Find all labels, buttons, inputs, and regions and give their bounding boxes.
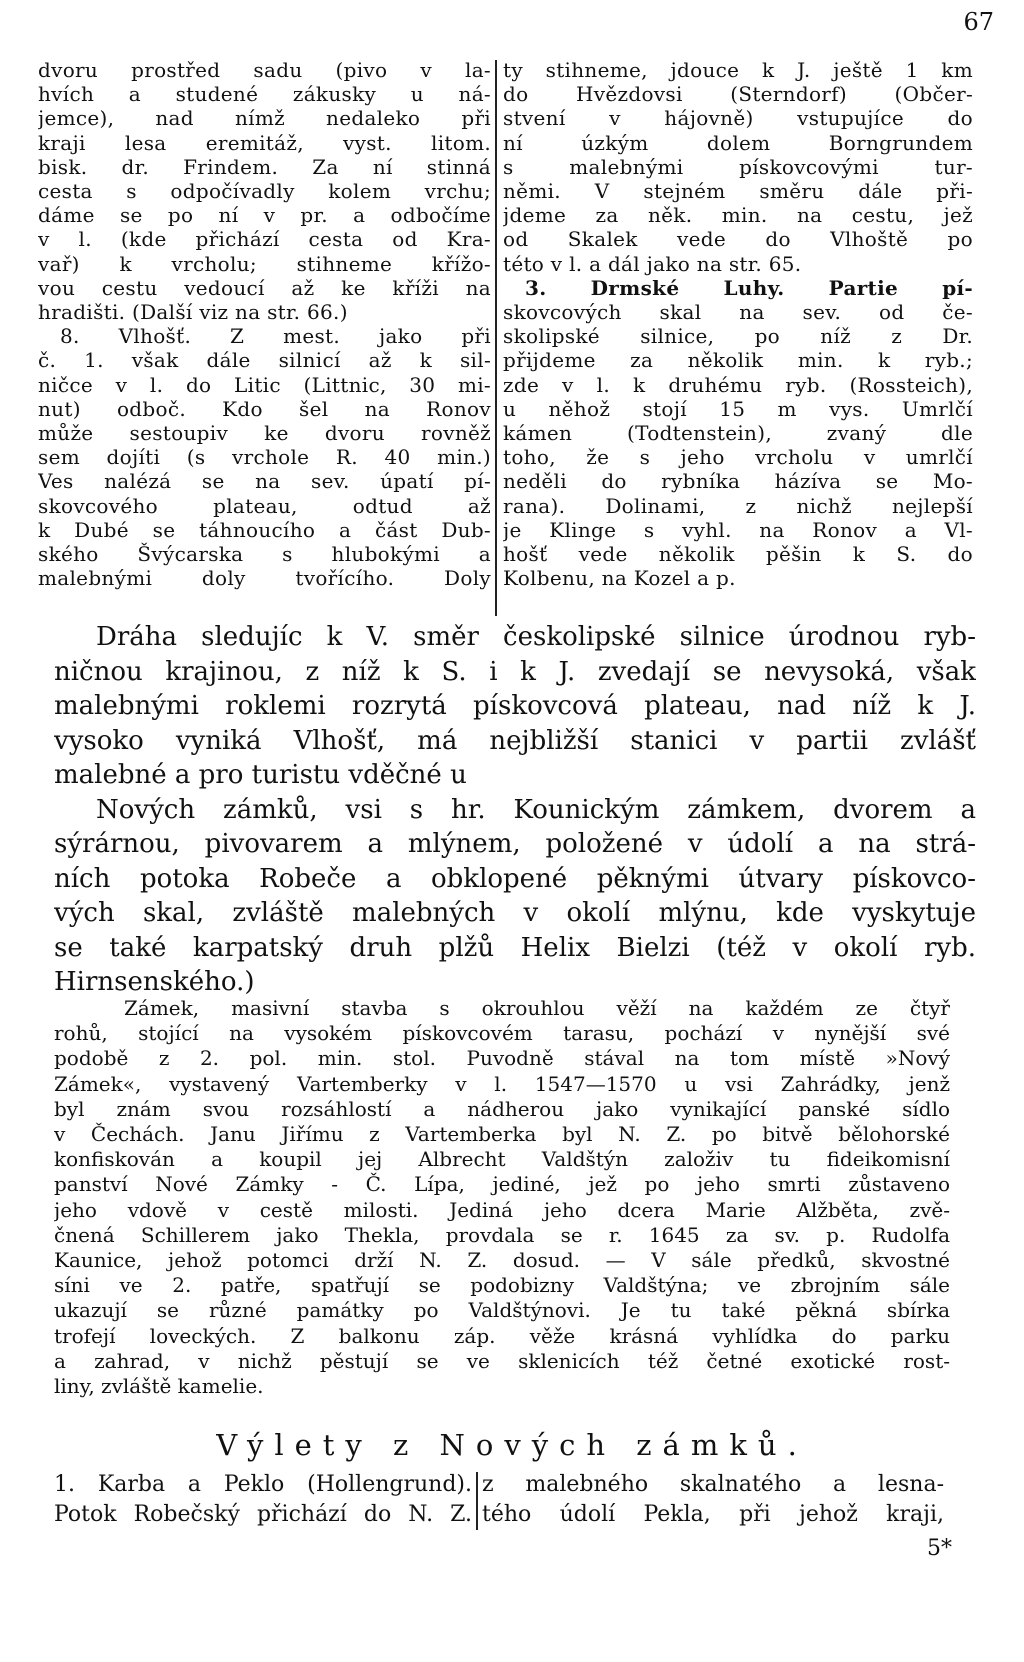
text-line: jemce), nad nímž nedaleko při — [38, 106, 491, 131]
text-line: dáme se po ní v pr. a odbočíme — [38, 203, 491, 228]
castle-paragraph — [54, 996, 950, 1399]
text-line: ních potoka Robeče a obklopené pěknými útvary pískovco- — [54, 863, 976, 894]
text-line: nut) odboč. Kdo šel na Ronov — [38, 396, 491, 421]
text-line: bisk. dr. Frindem. Za ní stinná — [38, 154, 491, 179]
text-line: ukazují se různé památky po Valdštýnovi. Je tu také pěkná sbírka — [54, 1298, 950, 1323]
text-line: Ves nalézá se na sev. úpatí pí- — [38, 469, 491, 494]
text-line: Nových zámků, vsi s hr. Kounickým zámkem, dvorem a — [96, 794, 976, 825]
text-line: u něhož stojí 15 m vys. Umrlčí — [503, 396, 973, 421]
text-line: k Dubé se táhnoucího a část Dub- — [38, 517, 491, 542]
text-line: hradišti. (Další viz na str. 66.) — [38, 300, 348, 325]
text-line: skovcového plateau, odtud až — [38, 493, 491, 518]
main-paragraph — [54, 620, 976, 1000]
text-line: skovcových skal na sev. od če- — [503, 300, 973, 325]
text-line: jdeme za něk. min. na cestu, jež — [503, 203, 973, 228]
text-line: vou cestu vedoucí až ke kříži na — [38, 275, 491, 300]
text-line: podobě z 2. pol. min. stol. Puvodně stával na tom místě »Nový — [54, 1046, 950, 1071]
text-line: malebnými doly tvořícího. Doly — [38, 566, 491, 591]
text-line: kámen (Todtenstein), zvaný dle — [503, 421, 973, 446]
text-line: konfiskován a koupil jej Albrecht Valdštýn založiv tu fideikomisní — [54, 1147, 950, 1172]
text-line: vař) k vrcholu; stihneme křížo- — [38, 251, 491, 276]
text-line: neděli do rybníka házíva se Mo- — [503, 469, 973, 494]
text-line: od Skalek vede do Vlhoště po — [503, 227, 973, 252]
text-line: Potok Robečský přichází do N. Z. — [54, 1502, 472, 1527]
text-line: čnená Schillerem jako Thekla, provdala se r. 1645 za sv. p. Rudolfa — [54, 1222, 950, 1247]
text-line: panství Nové Zámky - Č. Lípa, jediné, jež po jeho smrti zůstaveno — [54, 1172, 950, 1197]
text-line: trofejí loveckých. Z balkonu záp. věže krásná vyhlídka do parku — [54, 1323, 950, 1348]
text-line: dvoru prostřed sadu (pivo v la- — [38, 58, 491, 82]
text-line: je Klinge s vyhl. na Ronov a Vl- — [503, 517, 973, 542]
text-line: tého údolí Pekla, při jehož kraji, — [482, 1502, 944, 1527]
text-line: skolipské silnice, po níž z Dr. — [503, 324, 973, 349]
text-line: hošť vede několik pěšin k S. do — [503, 542, 973, 567]
text-line: ty stihneme, jdouce k J. ještě 1 km — [503, 58, 973, 82]
text-line: Kaunice, jehož potomci drží N. Z. dosud. — V sále předků, skvostné — [54, 1248, 950, 1273]
text-line: malebné a pro turistu vděčné u — [54, 760, 467, 790]
text-line: němi. V stejném směru dále při- — [503, 179, 973, 204]
text-line: do Hvězdovsi (Sterndorf) (Občer- — [503, 82, 973, 107]
bottom-left-column — [54, 1470, 472, 1530]
text-line: s malebnými pískovcovými tur- — [503, 154, 973, 179]
text-line: rana). Dolinami, z nichž nejlepší — [503, 493, 973, 518]
text-line: v l. (kde přichází cesta od Kra- — [38, 227, 491, 252]
right-column — [503, 58, 973, 590]
text-line: hvích a studené zákusky u ná- — [38, 82, 491, 107]
text-line: přijdeme za několik min. k ryb.; — [503, 348, 973, 373]
text-line: a zahrad, v nichž pěstují se ve sklenicích též četné exotické rost- — [54, 1348, 950, 1373]
text-line: 1. Karba a Peklo (Hollengrund). — [54, 1472, 472, 1497]
text-line: této v l. a dál jako na str. 65. — [503, 251, 802, 276]
bottom-right-column — [482, 1470, 944, 1530]
text-line: Kolbenu, na Kozel a p. — [503, 566, 736, 591]
section-heading: Výlety z Nových zámků. — [216, 1428, 808, 1462]
text-line: malebnými roklemi rozrytá pískovcová plateau, nad níž k J. — [54, 691, 976, 721]
text-line: č. 1. však dále silnicí až k sil- — [38, 348, 491, 373]
page-number: 67 — [963, 8, 994, 36]
text-line: toho, že s jeho vrcholu v umrlčí — [503, 445, 973, 470]
text-line: vysoko vyniká Vlhošť, má nejbližší stanici v partii zvlášť — [54, 725, 976, 756]
text-line: stvení v hájovně) vstupujíce do — [503, 106, 973, 131]
text-line: Dráha sledujíc k V. směr českolipské silnice úrodnou ryb- — [96, 622, 976, 652]
left-column — [38, 58, 491, 590]
text-line: 3. Drmské Luhy. Partie pí- — [525, 275, 973, 300]
text-line: může sestoupiv ke dvoru rovněž — [38, 421, 491, 446]
text-line: Zámek, masivní stavba s okrouhlou věží na každém ze čtyř — [124, 996, 950, 1020]
column-divider — [495, 60, 497, 616]
text-line: liny, zvláště kamelie. — [54, 1374, 264, 1399]
column-divider — [476, 1472, 478, 1530]
text-line: se také karpatský druh plžů Helix Bielzi (též v okolí ryb. — [54, 932, 976, 963]
text-line: v Čechách. Janu Jiřímu z Vartemberka byl N. Z. po bitvě bělohorské — [54, 1122, 950, 1147]
text-line: rohů, stojící na vysokém pískovcovém tarasu, pochází v nynější své — [54, 1021, 950, 1046]
text-line: zde v l. k druhému ryb. (Rossteich), — [503, 372, 973, 397]
text-line: jeho vdově v cestě milosti. Jediná jeho dcera Marie Alžběta, zvě- — [54, 1197, 950, 1222]
text-line: ského Švýcarska s hlubokými a — [38, 542, 491, 567]
text-line: cesta s odpočívadly kolem vrchu; — [38, 179, 491, 204]
text-line: Hirnsenského.) — [54, 967, 255, 997]
text-line: sem dojíti (s vrchole R. 40 min.) — [38, 445, 491, 470]
text-line: ničnou krajinou, z níž k S. i k J. zvedají se nevysoká, však — [54, 656, 976, 687]
text-line: z malebného skalnatého a lesna- — [482, 1472, 944, 1497]
text-line: ní úzkým dolem Borngrundem — [503, 130, 973, 155]
text-line: kraji lesa eremitáž, vyst. litom. — [38, 130, 491, 155]
text-line: vých skal, zvláště malebných v okolí mlýnu, kde vyskytuje — [54, 898, 976, 928]
printer-signature: 5* — [927, 1536, 952, 1561]
text-line: sýrárnou, pivovarem a mlýnem, položené v údolí a na strá- — [54, 829, 976, 859]
text-line: ničce v l. do Litic (Littnic, 30 mi- — [38, 372, 491, 397]
text-line: 8. Vlhošť. Z mest. jako při — [60, 324, 491, 349]
text-line: Zámek«, vystavený Vartemberky v l. 1547—1570 u vsi Zahrádky, jenž — [54, 1071, 950, 1096]
text-line: byl znám svou rozsáhlostí a nádherou jako vynikající panské sídlo — [54, 1096, 950, 1121]
text-line: síni ve 2. patře, spatřují se podobizny Valdštýna; ve zbrojním sále — [54, 1273, 950, 1298]
